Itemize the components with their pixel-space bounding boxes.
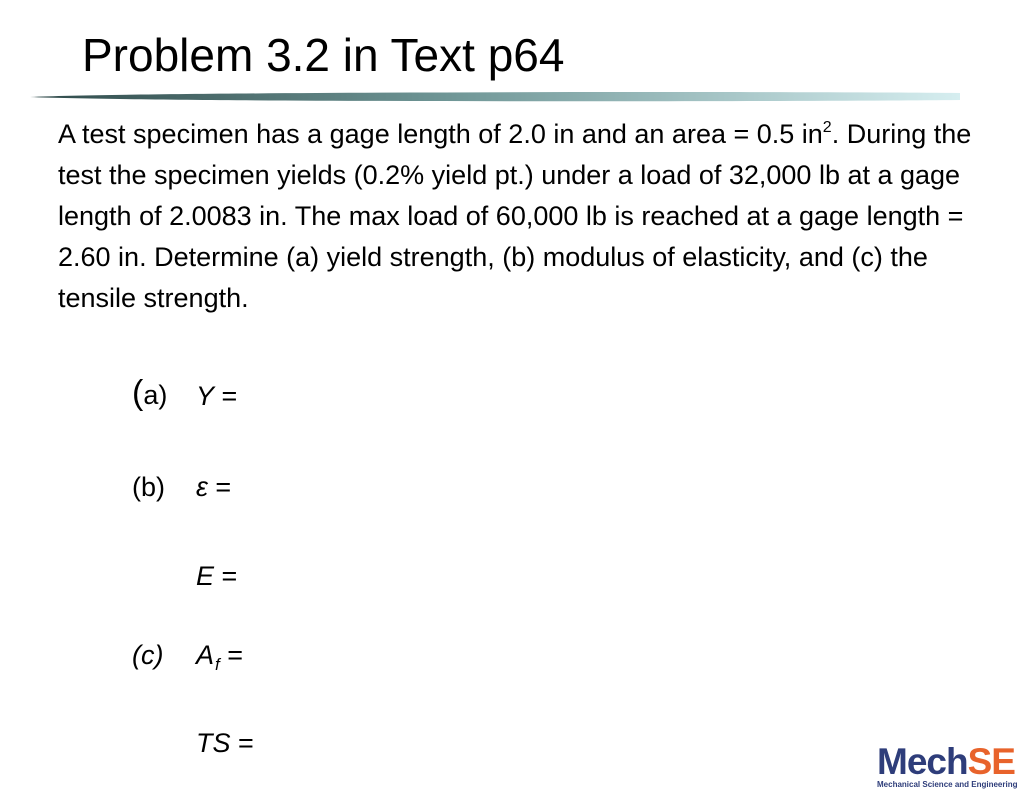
- equals-sign: =: [230, 728, 254, 758]
- equals-sign: =: [214, 561, 238, 591]
- problem-text-start: A test specimen has a gage length of 2.0 in and an area = 0.5 in: [58, 119, 823, 149]
- tensile-strength-symbol: TS: [196, 728, 231, 758]
- strain-symbol: ε: [196, 472, 208, 502]
- problem-statement: [58, 114, 988, 319]
- part-a-label: [132, 374, 167, 413]
- title-underline: [30, 90, 960, 104]
- final-area-symbol: A: [196, 640, 215, 670]
- modulus-symbol: E: [196, 561, 215, 591]
- logo-wordmark: [877, 741, 1024, 782]
- part-b-label: (b): [132, 472, 165, 502]
- logo-mech-text: Mech: [877, 741, 968, 782]
- part-c-label: (c): [132, 640, 164, 670]
- slide-title: Problem 3.2 in Text p64: [82, 29, 565, 81]
- yield-strength-symbol: Y: [196, 381, 215, 411]
- logo-se-text: SE: [967, 741, 1015, 782]
- part-a-paren: (: [132, 374, 144, 412]
- final-area-eq: [196, 640, 243, 675]
- final-area-subscript: f: [215, 655, 220, 674]
- mechse-logo: [877, 741, 1024, 789]
- yield-strength-eq: [196, 381, 237, 412]
- part-a-letter: a): [143, 380, 168, 410]
- equals-sign: =: [214, 381, 238, 411]
- problem-superscript: 2: [822, 119, 832, 136]
- logo-subtitle: Mechanical Science and Engineering: [877, 780, 1018, 789]
- equals-sign: =: [219, 640, 244, 670]
- tensile-strength-eq: [196, 728, 254, 759]
- strain-eq: [196, 472, 231, 503]
- modulus-eq: [196, 561, 237, 592]
- equals-sign: =: [207, 472, 232, 502]
- problem-text-rest: . During the test the specimen yields (0.2% yield pt.) under a load of 32,000 lb at a gage length of 2.0083 in. The max load of 60,000 lb is reached at a gage length = 2.60 in. Determine (a) yield strength, (b) modulus of elasticity, and (c) the tensile strength.: [58, 119, 972, 313]
